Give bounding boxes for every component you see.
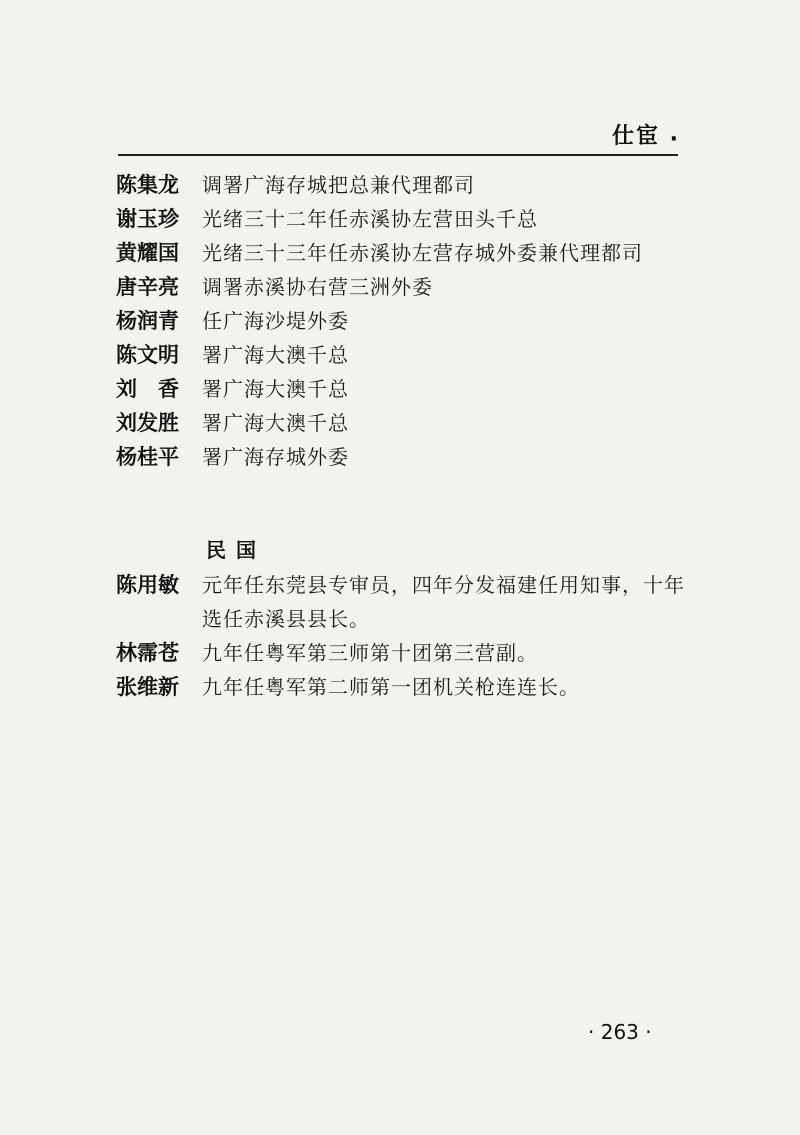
list-item bbox=[116, 236, 686, 270]
person-desc: 署广海大澳千总 bbox=[202, 411, 349, 435]
person-name: 杨桂平 bbox=[116, 445, 179, 469]
page-number: · 263 · bbox=[588, 1020, 652, 1044]
person-name: 陈文明 bbox=[116, 343, 179, 367]
person-name: 张维新 bbox=[116, 675, 179, 699]
person-name: 杨润青 bbox=[116, 309, 179, 333]
person-desc: 九年任粤军第三师第十团第三营副。 bbox=[202, 641, 538, 665]
list-item bbox=[116, 338, 686, 372]
list-item bbox=[116, 440, 686, 474]
list-item bbox=[116, 168, 686, 202]
person-desc: 署广海大澳千总 bbox=[202, 377, 349, 401]
list-item bbox=[116, 372, 686, 406]
person-name: 刘 香 bbox=[116, 377, 179, 401]
list-item bbox=[116, 202, 686, 236]
person-name: 谢玉珍 bbox=[116, 207, 179, 231]
person-desc: 任广海沙堤外委 bbox=[202, 309, 349, 333]
person-name: 林霈苍 bbox=[116, 641, 179, 665]
person-desc: 调署广海存城把总兼代理都司 bbox=[202, 173, 475, 197]
person-name: 唐辛亮 bbox=[116, 275, 179, 299]
person-desc: 九年任粤军第二师第一团机关枪连连长。 bbox=[202, 675, 580, 699]
person-desc: 光绪三十三年任赤溪协左营存城外委兼代理都司 bbox=[202, 241, 643, 265]
person-desc: 署广海存城外委 bbox=[202, 445, 349, 469]
person-name: 陈集龙 bbox=[116, 173, 179, 197]
person-name: 陈用敏 bbox=[116, 573, 179, 597]
person-name: 黄耀国 bbox=[116, 241, 179, 265]
qing-entries bbox=[116, 168, 686, 474]
minguo-entries bbox=[116, 568, 686, 704]
person-desc: 署广海大澳千总 bbox=[202, 343, 349, 367]
list-item bbox=[116, 670, 686, 704]
section-heading: 民国 bbox=[206, 538, 266, 562]
list-item bbox=[116, 568, 686, 636]
header-dot: · bbox=[669, 127, 678, 152]
list-item bbox=[116, 304, 686, 338]
person-name: 刘发胜 bbox=[116, 411, 179, 435]
header-title: 仕宦 bbox=[611, 124, 660, 149]
list-item bbox=[116, 270, 686, 304]
list-item bbox=[116, 636, 686, 670]
person-desc: 调署赤溪协右营三洲外委 bbox=[202, 275, 433, 299]
running-header bbox=[118, 122, 678, 156]
person-desc: 光绪三十二年任赤溪协左营田头千总 bbox=[202, 207, 538, 231]
list-item bbox=[116, 406, 686, 440]
person-desc: 元年任东莞县专审员，四年分发福建任用知事，十年选任赤溪县县长。 bbox=[202, 573, 685, 631]
